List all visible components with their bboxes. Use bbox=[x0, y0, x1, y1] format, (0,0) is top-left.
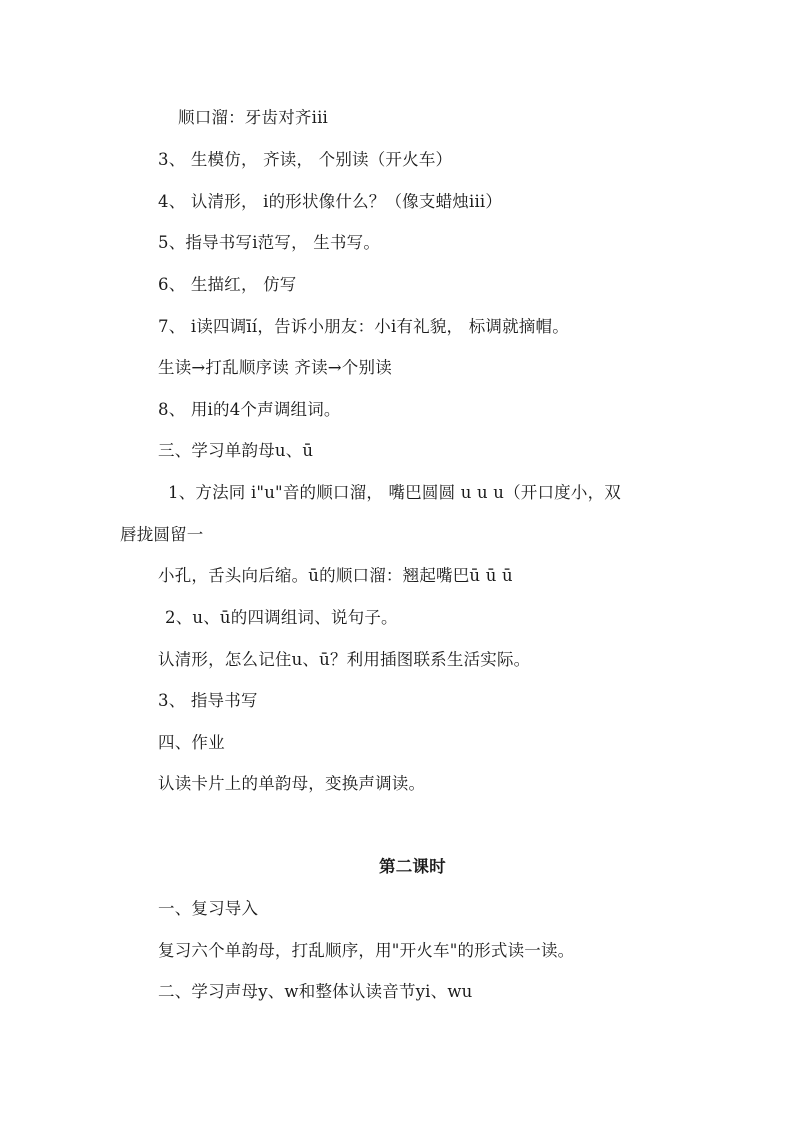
text-line-guide-writing: 3、 指导书写 bbox=[158, 691, 258, 710]
text-line-reading-order: 生读→打乱顺序读 齐读→个别读 bbox=[158, 358, 392, 377]
text-line-homework: 认读卡片上的单韵母，变换声调读。 bbox=[158, 774, 426, 793]
text-line-step-8: 8、 用i的4个声调组词。 bbox=[158, 400, 341, 419]
section-heading-one: 一、复习导入 bbox=[158, 899, 259, 918]
text-line-small-hole: 小孔，舌头向后缩。ū的顺口溜：翘起嘴巴ū ū ū bbox=[158, 566, 513, 585]
text-line-review: 复习六个单韵母，打乱顺序，用"开火车"的形式读一读。 bbox=[158, 941, 575, 960]
section-heading-four: 四、作业 bbox=[158, 733, 225, 752]
section-heading-three: 三、学习单韵母u、ū bbox=[158, 441, 314, 460]
text-line-step-3: 3、 生模仿， 齐读， 个别读（开火车） bbox=[158, 150, 453, 169]
text-line-recognize-shape: 认清形，怎么记住u、ū？利用插图联系生活实际。 bbox=[158, 650, 531, 669]
text-line-u-tones: 2、u、ū的四调组词、说句子。 bbox=[165, 608, 398, 627]
section-heading-two: 二、学习声母y、w和整体认读音节yi、wu bbox=[158, 982, 473, 1001]
text-line-step-4: 4、 认清形， i的形状像什么？（像支蜡烛iii） bbox=[158, 192, 503, 211]
text-line-u-method-cont: 唇拢圆留一 bbox=[120, 525, 204, 544]
text-line-u-method: 1、方法同 i"u"音的顺口溜， 嘴巴圆圆 u u u（开口度小，双 bbox=[168, 483, 621, 502]
text-line-step-6: 6、 生描红， 仿写 bbox=[158, 275, 297, 294]
lesson-heading-second: 第二课时 bbox=[379, 857, 446, 876]
text-line-rhyme-teeth: 顺口溜：牙齿对齐iii bbox=[178, 108, 329, 127]
text-line-step-5: 5、指导书写i范写， 生书写。 bbox=[158, 233, 381, 252]
text-line-step-7: 7、 i读四调īí，告诉小朋友：小i有礼貌， 标调就摘帽。 bbox=[158, 317, 569, 336]
